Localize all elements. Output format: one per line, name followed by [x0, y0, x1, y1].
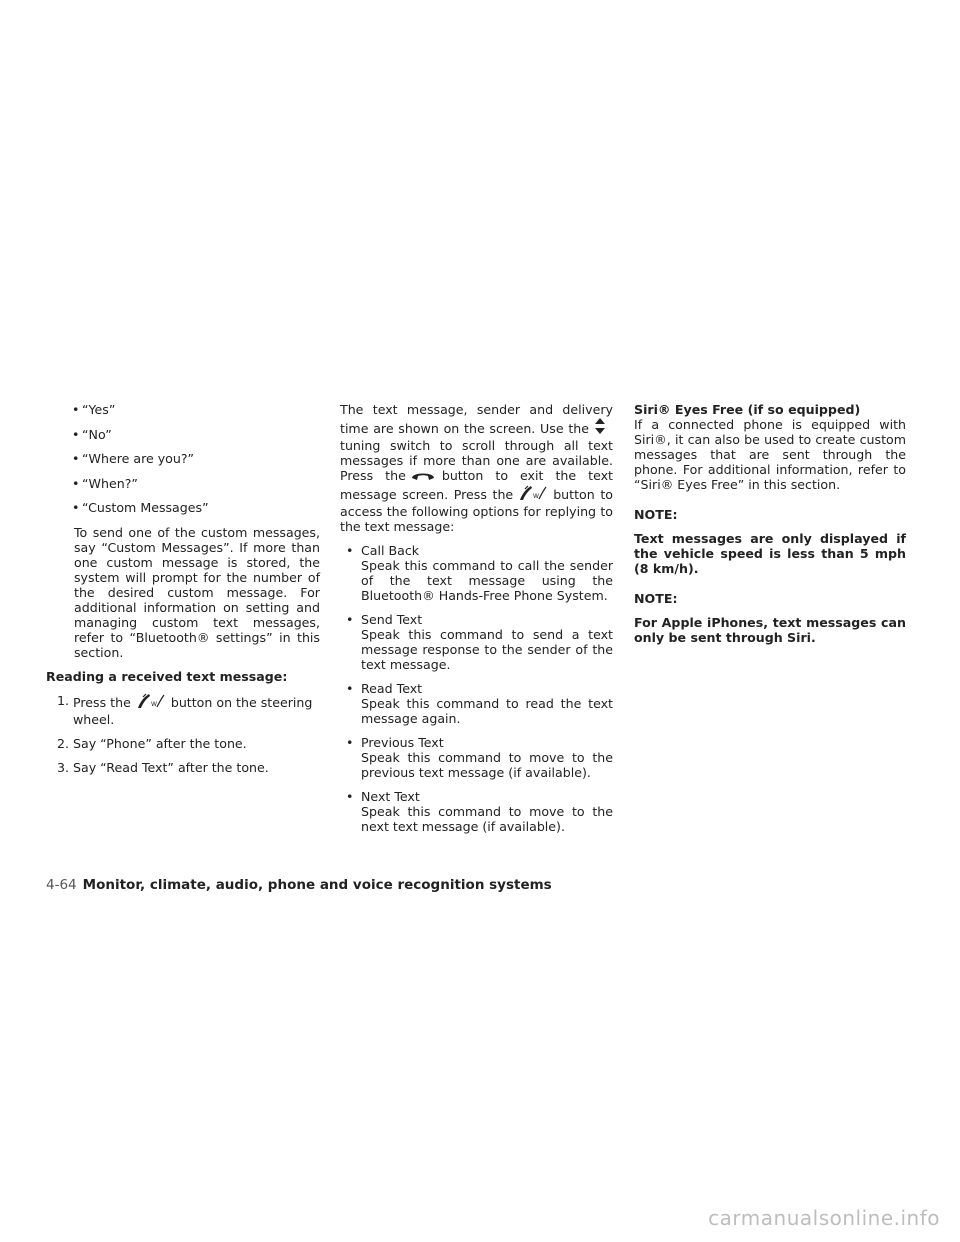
list-item: • “Yes”	[72, 402, 116, 417]
list-item: • “Where are you?”	[72, 451, 195, 466]
column-middle	[340, 402, 613, 843]
chapter-title: Monitor, climate, audio, phone and voice recognition systems	[82, 877, 552, 893]
step-item: 1. Press the W button on the steering wheel.	[56, 692, 313, 727]
custom-messages-paragraph: To send one of the custom messages, say “Custom Messages”. If more than one custom message is stored, the system will prompt for the number of the desired custom message. For additional information on setting and managing custom text messages, refer to “Bluetooth® settings” in this section.	[74, 524, 320, 660]
list-item: • “When?”	[72, 475, 138, 491]
list-item: • Send Text Speak this command to send a text message response to the sender of the text message.	[346, 612, 613, 672]
tuning-switch-icon	[593, 417, 607, 438]
siri-paragraph: If a connected phone is equipped with Siri®, it can also be used to create custom messages that are sent through the phone. For additional information, refer to “Siri® Eyes Free” in this section.	[634, 417, 906, 492]
text-message-paragraph: The text message, sender and delivery time are shown on the screen. Use thetuning switch to scroll through all text messages if more than one are available. Press the button to exit the text message screen. Press the W button to access the following options for replying to the text message:	[340, 402, 614, 534]
step-item: 3. Say “Read Text” after the tone.	[56, 759, 269, 775]
column-left	[46, 402, 320, 784]
page-footer	[46, 877, 552, 893]
list-item: • Next Text Speak this command to move to the next text message (if available).	[346, 789, 613, 834]
talk-voice-icon	[517, 485, 547, 504]
section-heading: Reading a received text message:	[46, 668, 288, 684]
note-label: NOTE:	[634, 507, 678, 522]
column-right	[634, 402, 906, 645]
note-text: Text messages are only displayed if the vehicle speed is less than 5 mph (8 km/h).	[634, 531, 906, 576]
phone-hang-up-icon	[410, 470, 436, 485]
list-item: • “Custom Messages”	[72, 500, 209, 515]
list-item: • Read Text Speak this command to read the text message again.	[346, 681, 613, 726]
page-number: 4-64	[46, 877, 77, 893]
svg-text:W: W	[150, 700, 157, 708]
note-label: NOTE:	[634, 591, 678, 606]
svg-text:W: W	[533, 493, 540, 500]
step-item: 2. Say “Phone” after the tone.	[56, 735, 247, 751]
note-text: For Apple iPhones, text messages can only be sent through Siri.	[634, 615, 906, 645]
list-item: • “No”	[72, 426, 112, 442]
section-heading: Siri® Eyes Free (if so equipped)	[634, 402, 861, 417]
list-item: • Previous Text Speak this command to move to the previous text message (if available).	[346, 735, 613, 780]
list-item: • Call Back Speak this command to call the sender of the text message using the Bluetooth® Hands-Free Phone System.	[346, 543, 613, 603]
watermark: carmanualsonline.info	[708, 1206, 940, 1230]
talk-voice-icon	[135, 693, 165, 712]
